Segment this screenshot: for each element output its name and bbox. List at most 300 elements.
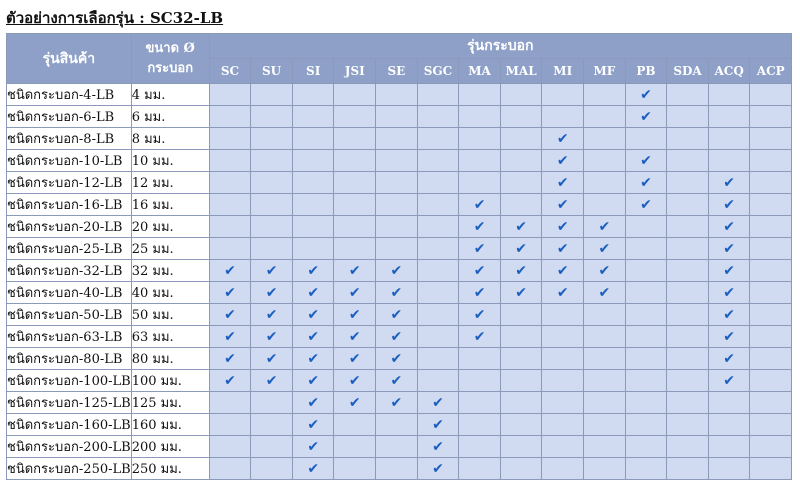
compatibility-cell-acp [750,304,792,326]
compatibility-cell-mi [542,414,584,436]
compatibility-cell-sgc [417,370,459,392]
checkmark-icon: ✔ [307,284,320,301]
model-name-cell: ชนิดกระบอก-200-LB [7,436,132,458]
compatibility-cell-pb [625,238,667,260]
checkmark-icon: ✔ [265,372,278,389]
checkmark-icon: ✔ [390,372,403,389]
size-header-line2: กระบอก [147,60,194,76]
table-row [7,392,792,414]
compatibility-cell-ma [459,436,501,458]
model-name-cell: ชนิดกระบอก-80-LB [7,348,132,370]
compatibility-cell-su [251,458,293,480]
checkmark-icon: ✔ [640,108,652,125]
table-row [7,348,792,370]
compatibility-cell-acq [708,414,750,436]
bore-size-cell: 12 มม. [131,172,209,194]
checkmark-icon: ✔ [640,86,652,103]
checkmark-icon: ✔ [473,262,486,279]
column-header-mf: MF [584,59,626,84]
checkmark-icon: ✔ [723,240,735,257]
checkmark-icon: ✔ [598,284,611,301]
compatibility-cell-sc [209,436,251,458]
checkmark-icon: ✔ [556,196,569,213]
model-name-cell: ชนิดกระบอก-160-LB [7,414,132,436]
compatibility-cell-su [251,326,293,348]
checkmark-icon: ✔ [348,306,361,323]
compatibility-cell-mi [542,216,584,238]
model-name-cell: ชนิดกระบอก-125-LB [7,392,132,414]
compatibility-cell-mi [542,150,584,172]
table-row [7,304,792,326]
compatibility-cell-ma [459,414,501,436]
checkmark-icon: ✔ [224,284,236,301]
compatibility-cell-sc [209,414,251,436]
compatibility-cell-si [292,458,334,480]
compatibility-cell-sgc [417,128,459,150]
checkmark-icon: ✔ [640,152,652,169]
model-name-cell: ชนิดกระบอก-25-LB [7,238,132,260]
checkmark-icon: ✔ [556,262,569,279]
compatibility-cell-acp [750,150,792,172]
checkmark-icon: ✔ [390,306,403,323]
compatibility-cell-sc [209,348,251,370]
compatibility-cell-mi [542,172,584,194]
checkmark-icon: ✔ [598,218,611,235]
compatibility-cell-si [292,282,334,304]
table-row [7,370,792,392]
compatibility-cell-sc [209,128,251,150]
compatibility-cell-si [292,238,334,260]
compatibility-cell-jsi [334,282,376,304]
checkmark-icon: ✔ [723,306,735,323]
checkmark-icon: ✔ [224,262,236,279]
compatibility-cell-sda [667,392,709,414]
column-header-su: SU [251,59,293,84]
compatibility-cell-acp [750,414,792,436]
table-row [7,436,792,458]
model-name-cell: ชนิดกระบอก-12-LB [7,172,132,194]
compatibility-cell-mf [584,84,626,106]
compatibility-cell-pb [625,392,667,414]
compatibility-cell-se [376,414,418,436]
compatibility-cell-mf [584,216,626,238]
compatibility-cell-ma [459,260,501,282]
model-name-cell: ชนิดกระบอก-50-LB [7,304,132,326]
compatibility-cell-sda [667,128,709,150]
checkmark-icon: ✔ [265,306,278,323]
compatibility-cell-su [251,436,293,458]
compatibility-cell-ma [459,238,501,260]
compatibility-cell-mal [500,392,542,414]
checkmark-icon: ✔ [432,438,444,455]
compatibility-cell-sda [667,436,709,458]
compatibility-cell-se [376,348,418,370]
compatibility-cell-mf [584,304,626,326]
cylinder-type-group-header: รุ่นกระบอก [209,34,791,59]
compatibility-cell-ma [459,326,501,348]
compatibility-cell-pb [625,172,667,194]
compatibility-cell-sgc [417,304,459,326]
compatibility-cell-acp [750,216,792,238]
compatibility-cell-si [292,106,334,128]
compatibility-cell-acp [750,128,792,150]
compatibility-cell-sda [667,194,709,216]
checkmark-icon: ✔ [723,196,735,213]
compatibility-cell-si [292,392,334,414]
compatibility-cell-pb [625,326,667,348]
checkmark-icon: ✔ [473,284,486,301]
size-header-line1: ขนาด Ø [145,40,195,56]
compatibility-cell-acp [750,348,792,370]
compatibility-cell-acq [708,216,750,238]
compatibility-cell-mf [584,348,626,370]
checkmark-icon: ✔ [265,328,278,345]
compatibility-cell-mi [542,238,584,260]
compatibility-cell-sda [667,326,709,348]
compatibility-cell-se [376,150,418,172]
bore-size-cell: 8 มม. [131,128,209,150]
compatibility-cell-si [292,348,334,370]
checkmark-icon: ✔ [390,394,403,411]
bore-size-cell: 200 มม. [131,436,209,458]
bore-size-cell: 32 มม. [131,260,209,282]
checkmark-icon: ✔ [307,306,320,323]
compatibility-cell-su [251,238,293,260]
checkmark-icon: ✔ [224,350,236,367]
checkmark-icon: ✔ [432,416,444,433]
compatibility-cell-sgc [417,84,459,106]
compatibility-cell-acp [750,458,792,480]
compatibility-cell-mal [500,194,542,216]
compatibility-cell-sgc [417,458,459,480]
checkmark-icon: ✔ [307,394,320,411]
compatibility-cell-pb [625,128,667,150]
table-row [7,128,792,150]
compatibility-cell-acq [708,282,750,304]
compatibility-cell-acq [708,194,750,216]
compatibility-cell-mal [500,458,542,480]
table-row [7,172,792,194]
checkmark-icon: ✔ [432,460,444,477]
compatibility-cell-jsi [334,436,376,458]
compatibility-cell-jsi [334,326,376,348]
compatibility-cell-ma [459,194,501,216]
compatibility-cell-mf [584,436,626,458]
bore-size-cell: 25 มม. [131,238,209,260]
checkmark-icon: ✔ [348,372,361,389]
checkmark-icon: ✔ [598,262,611,279]
bore-size-cell: 160 มม. [131,414,209,436]
checkmark-icon: ✔ [348,262,361,279]
checkmark-icon: ✔ [307,460,320,477]
selection-table [6,33,792,480]
compatibility-cell-si [292,194,334,216]
checkmark-icon: ✔ [224,372,236,389]
size-column-header [131,34,209,84]
compatibility-cell-mf [584,458,626,480]
compatibility-cell-sc [209,150,251,172]
compatibility-cell-mf [584,172,626,194]
compatibility-cell-acp [750,172,792,194]
compatibility-cell-si [292,414,334,436]
compatibility-cell-mal [500,106,542,128]
bore-size-cell: 16 มม. [131,194,209,216]
compatibility-cell-sgc [417,150,459,172]
compatibility-cell-sc [209,282,251,304]
compatibility-cell-su [251,216,293,238]
compatibility-cell-acp [750,194,792,216]
checkmark-icon: ✔ [265,262,278,279]
compatibility-cell-acq [708,106,750,128]
compatibility-cell-jsi [334,370,376,392]
compatibility-cell-sda [667,260,709,282]
compatibility-cell-sda [667,106,709,128]
compatibility-cell-mi [542,326,584,348]
column-header-sda: SDA [667,59,709,84]
compatibility-cell-acp [750,370,792,392]
compatibility-cell-mi [542,392,584,414]
bore-size-cell: 63 มม. [131,326,209,348]
compatibility-cell-pb [625,282,667,304]
model-name-cell: ชนิดกระบอก-8-LB [7,128,132,150]
compatibility-cell-su [251,128,293,150]
checkmark-icon: ✔ [598,240,611,257]
compatibility-cell-acp [750,84,792,106]
compatibility-cell-jsi [334,172,376,194]
checkmark-icon: ✔ [432,394,444,411]
model-column-header: รุ่นสินค้า [7,34,132,84]
table-row [7,414,792,436]
compatibility-cell-sda [667,458,709,480]
compatibility-cell-mal [500,370,542,392]
compatibility-cell-mi [542,348,584,370]
compatibility-cell-si [292,370,334,392]
checkmark-icon: ✔ [307,416,320,433]
compatibility-cell-su [251,348,293,370]
compatibility-cell-sc [209,260,251,282]
compatibility-cell-se [376,304,418,326]
compatibility-cell-ma [459,282,501,304]
compatibility-cell-acq [708,84,750,106]
table-row [7,326,792,348]
model-name-cell: ชนิดกระบอก-63-LB [7,326,132,348]
compatibility-cell-se [376,106,418,128]
compatibility-cell-sda [667,370,709,392]
compatibility-cell-mal [500,348,542,370]
table-row [7,84,792,106]
compatibility-cell-acp [750,392,792,414]
compatibility-cell-mal [500,414,542,436]
checkmark-icon: ✔ [515,262,528,279]
checkmark-icon: ✔ [723,328,735,345]
checkmark-icon: ✔ [723,284,735,301]
checkmark-icon: ✔ [515,240,528,257]
compatibility-cell-pb [625,414,667,436]
compatibility-cell-sda [667,216,709,238]
compatibility-cell-mi [542,84,584,106]
bore-size-cell: 80 มม. [131,348,209,370]
model-name-cell: ชนิดกระบอก-10-LB [7,150,132,172]
checkmark-icon: ✔ [556,174,569,191]
compatibility-cell-jsi [334,106,376,128]
compatibility-cell-se [376,436,418,458]
compatibility-cell-mal [500,436,542,458]
compatibility-cell-sgc [417,436,459,458]
compatibility-cell-sgc [417,216,459,238]
table-header [7,34,792,84]
checkmark-icon: ✔ [723,350,735,367]
compatibility-cell-ma [459,172,501,194]
checkmark-icon: ✔ [723,372,735,389]
compatibility-cell-mal [500,172,542,194]
bore-size-cell: 100 มม. [131,370,209,392]
compatibility-cell-sc [209,194,251,216]
compatibility-cell-se [376,392,418,414]
compatibility-cell-mal [500,238,542,260]
table-row [7,216,792,238]
compatibility-cell-sgc [417,106,459,128]
compatibility-cell-pb [625,458,667,480]
bore-size-cell: 50 มม. [131,304,209,326]
compatibility-cell-acq [708,260,750,282]
compatibility-cell-acq [708,370,750,392]
compatibility-cell-acq [708,348,750,370]
compatibility-cell-mi [542,260,584,282]
compatibility-cell-acp [750,106,792,128]
compatibility-cell-su [251,304,293,326]
compatibility-cell-sda [667,282,709,304]
compatibility-cell-sc [209,238,251,260]
compatibility-cell-su [251,392,293,414]
compatibility-cell-sgc [417,348,459,370]
model-name-cell: ชนิดกระบอก-100-LB [7,370,132,392]
compatibility-cell-jsi [334,458,376,480]
compatibility-cell-acq [708,458,750,480]
compatibility-cell-sda [667,414,709,436]
compatibility-cell-si [292,436,334,458]
table-row [7,194,792,216]
bore-size-cell: 125 มม. [131,392,209,414]
checkmark-icon: ✔ [224,328,236,345]
compatibility-cell-acp [750,282,792,304]
compatibility-cell-sgc [417,260,459,282]
compatibility-cell-jsi [334,238,376,260]
compatibility-cell-mal [500,304,542,326]
compatibility-cell-jsi [334,84,376,106]
compatibility-cell-mf [584,128,626,150]
bore-size-cell: 4 มม. [131,84,209,106]
compatibility-cell-mi [542,128,584,150]
checkmark-icon: ✔ [556,152,569,169]
compatibility-cell-mal [500,326,542,348]
compatibility-cell-ma [459,392,501,414]
compatibility-cell-sgc [417,326,459,348]
checkmark-icon: ✔ [307,372,320,389]
checkmark-icon: ✔ [265,284,278,301]
compatibility-cell-sgc [417,282,459,304]
bore-size-cell: 250 มม. [131,458,209,480]
compatibility-cell-sc [209,84,251,106]
compatibility-cell-su [251,84,293,106]
checkmark-icon: ✔ [390,284,403,301]
compatibility-cell-jsi [334,194,376,216]
compatibility-cell-si [292,304,334,326]
compatibility-cell-si [292,216,334,238]
compatibility-cell-sda [667,150,709,172]
compatibility-cell-su [251,282,293,304]
compatibility-cell-mf [584,282,626,304]
compatibility-cell-mi [542,106,584,128]
compatibility-cell-se [376,172,418,194]
checkmark-icon: ✔ [390,350,403,367]
compatibility-cell-acq [708,172,750,194]
model-name-cell: ชนิดกระบอก-32-LB [7,260,132,282]
compatibility-cell-acq [708,392,750,414]
compatibility-cell-ma [459,348,501,370]
checkmark-icon: ✔ [348,284,361,301]
compatibility-cell-jsi [334,260,376,282]
compatibility-cell-mi [542,194,584,216]
compatibility-cell-sc [209,216,251,238]
compatibility-cell-mal [500,260,542,282]
compatibility-cell-pb [625,370,667,392]
column-header-pb: PB [625,59,667,84]
compatibility-cell-su [251,150,293,172]
compatibility-cell-ma [459,304,501,326]
compatibility-cell-se [376,216,418,238]
compatibility-cell-sc [209,392,251,414]
compatibility-cell-si [292,172,334,194]
compatibility-cell-su [251,370,293,392]
compatibility-cell-se [376,238,418,260]
compatibility-cell-sc [209,458,251,480]
checkmark-icon: ✔ [307,350,320,367]
column-header-se: SE [376,59,418,84]
checkmark-icon: ✔ [515,218,528,235]
compatibility-cell-acq [708,150,750,172]
compatibility-cell-se [376,84,418,106]
compatibility-cell-acp [750,238,792,260]
table-row [7,106,792,128]
compatibility-cell-jsi [334,414,376,436]
compatibility-cell-sc [209,172,251,194]
compatibility-cell-mi [542,458,584,480]
compatibility-cell-ma [459,150,501,172]
compatibility-cell-sgc [417,238,459,260]
table-row [7,458,792,480]
compatibility-cell-acq [708,436,750,458]
compatibility-cell-mf [584,260,626,282]
compatibility-cell-sc [209,370,251,392]
compatibility-cell-ma [459,84,501,106]
bore-size-cell: 40 มม. [131,282,209,304]
compatibility-cell-sgc [417,194,459,216]
compatibility-cell-ma [459,216,501,238]
model-name-cell: ชนิดกระบอก-40-LB [7,282,132,304]
compatibility-cell-sgc [417,392,459,414]
compatibility-cell-sc [209,106,251,128]
compatibility-cell-acp [750,436,792,458]
compatibility-cell-acq [708,128,750,150]
column-header-sc: SC [209,59,251,84]
checkmark-icon: ✔ [473,196,486,213]
compatibility-cell-si [292,128,334,150]
compatibility-cell-ma [459,106,501,128]
compatibility-cell-acp [750,326,792,348]
compatibility-cell-pb [625,150,667,172]
column-header-sgc: SGC [417,59,459,84]
compatibility-cell-jsi [334,392,376,414]
